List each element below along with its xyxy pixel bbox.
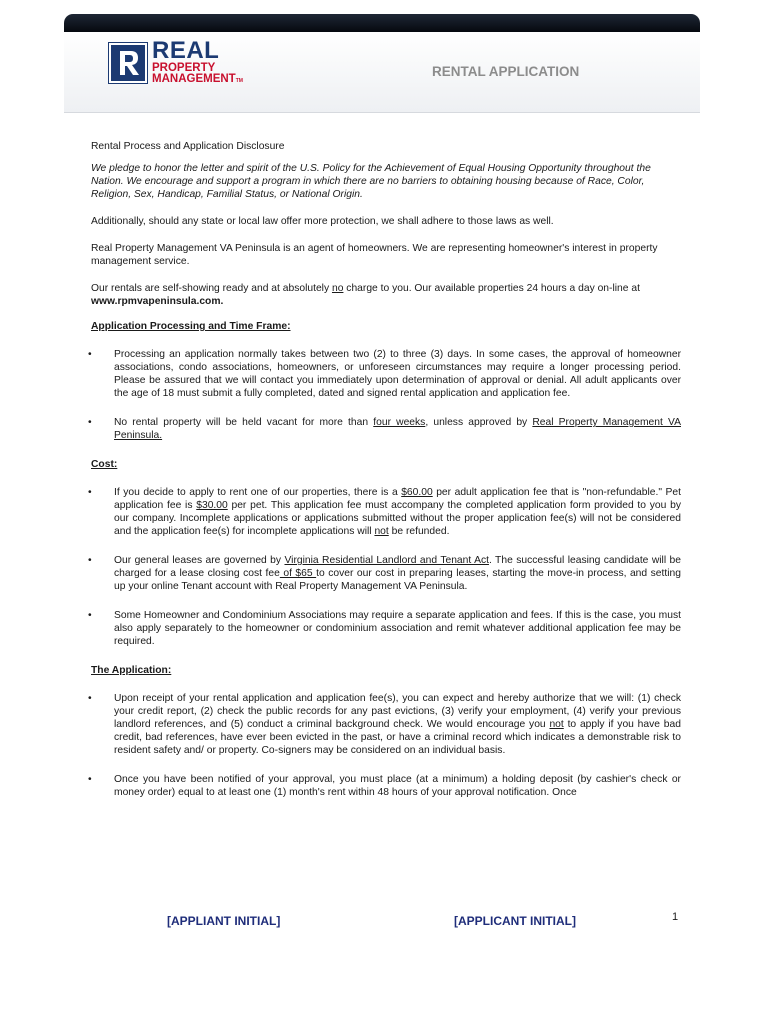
- logo-tm: TM: [235, 78, 243, 84]
- cost-heading: Cost:: [91, 459, 118, 470]
- list-item: • No rental property will be held vacant for more than four weeks, unless approved by Real Property Management VA Peninsula.: [88, 417, 681, 441]
- bullet-icon: •: [88, 693, 92, 704]
- page-number: 1: [672, 911, 679, 923]
- rentals-statement: Our rentals are self-showing ready and at absolutely no charge to you. Our available properties 24 hours a day on-line at www.rpmvapeninsula.com.: [91, 283, 640, 307]
- list-item: • Once you have been notified of your approval, you must place (at a minimum) a holding deposit (by cashier's check or money order) equal to at least one (1) month's rent within 48 hours of your approval notification. Once: [88, 774, 681, 798]
- logo-r-icon: [108, 42, 148, 84]
- disclosure-heading: Rental Process and Application Disclosure: [91, 141, 285, 152]
- bullet-icon: •: [88, 417, 92, 428]
- initial-field-left[interactable]: [APPLIANT INITIAL]: [167, 914, 281, 928]
- list-item: • Upon receipt of your rental application and application fee(s), you can expect and hereby authorize that we will: (1) check your credit report, (2) check the public records for any past evictions, (3) verify your employment, (4) verify your previous landlord references, and (5) conduct a criminal background check. We would encourage you not to apply if you have bad credit, bad references, have ever been evicted in the past, or have a criminal record which indicates a demonstrable risk to resident safety and/ or property. Co-signers may be considered on an individual basis.: [88, 693, 681, 756]
- bullet-icon: •: [88, 555, 92, 566]
- bullet-icon: •: [88, 774, 92, 785]
- processing-heading: Application Processing and Time Frame:: [91, 321, 291, 332]
- bullet-icon: •: [88, 349, 92, 360]
- document-title: RENTAL APPLICATION: [432, 64, 580, 79]
- bullet-icon: •: [88, 487, 92, 498]
- list-item: • Processing an application normally takes between two (2) to three (3) days. In some cases, the approval of homeowner associations, condo associations, homeowners, or unforeseen circumstances may require a longer processing period. Please be assured that we will contact you immediately upon determination of approval or denial. All adult applicants over the age of 18 must submit a fully completed, dated and signed rental application and application fee.: [88, 349, 681, 399]
- logo-line-2: MANAGEMENTTM: [152, 73, 243, 85]
- document-body: [88, 140, 682, 799]
- list-item: • Some Homeowner and Condominium Associations may require a separate application and fees. If this is the case, you must also apply separately to the homeowner or condominium association and remit whatever additional application fee may be required.: [88, 610, 681, 647]
- logo-word: REAL: [152, 37, 220, 64]
- website-link[interactable]: www.rpmvapeninsula.com: [91, 296, 221, 307]
- list-item: • Our general leases are governed by Virginia Residential Landlord and Tenant Act. The successful leasing candidate will be charged for a lease closing cost fee of $65 to cover our cost in preparing leases, starting the move-in process, and setting up your online Tenant account with Real Property Management VA Peninsula.: [88, 555, 681, 592]
- application-heading: The Application:: [91, 665, 172, 676]
- bullet-icon: •: [88, 610, 92, 621]
- list-item: • If you decide to apply to rent one of our properties, there is a $60.00 per adult application fee that is "non-refundable." Pet application fee is $30.00 per pet. This application fee must accompany the completed application form provided to you by our company. Incomplete applications or applications submitted without the proper application fee(s) will not be considered and the application fee(s) for incomplete applications will not be refunded.: [88, 487, 682, 537]
- header-bar: [64, 14, 700, 32]
- initial-field-right[interactable]: [APPLICANT INITIAL]: [454, 914, 576, 928]
- additional-protection: Additionally, should any state or local law offer more protection, we shall adhere to those laws as well.: [91, 216, 554, 227]
- logo-line-1: PROPERTY: [152, 62, 216, 74]
- equal-housing-pledge: We pledge to honor the letter and spirit of the U.S. Policy for the Achievement of Equal Housing Opportunity throughout the Nation. We encourage and support a program in which there are no barriers to obtaining housing because of Race, Color, Religion, Sex, Handicap, Familial Status, or National Origin.: [91, 163, 651, 200]
- company-logo: [108, 37, 244, 86]
- agent-statement: Real Property Management VA Peninsula is an agent of homeowners. We are representing homeowner's interest in property management service.: [91, 243, 658, 267]
